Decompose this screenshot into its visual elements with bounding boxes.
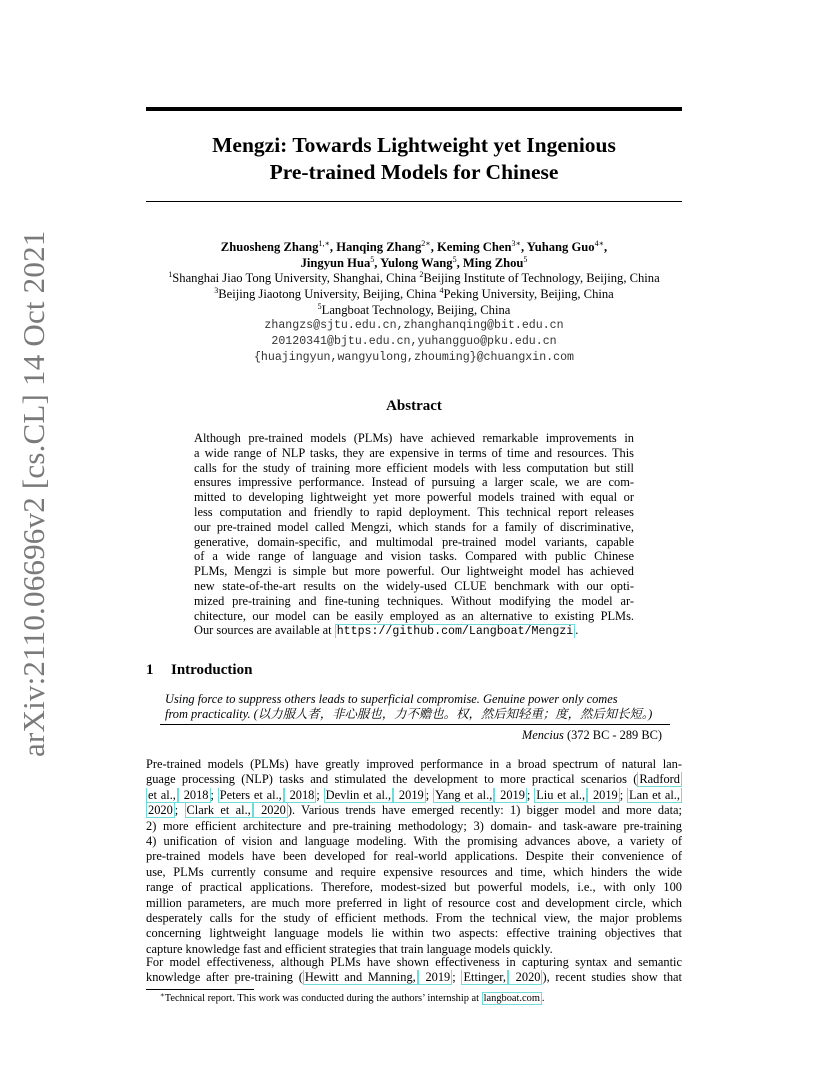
paragraph-line: 4) unification of vision and language modeling. With the promising advances above, a variety of bbox=[146, 833, 682, 848]
citation-link[interactable]: Yang et al., bbox=[434, 787, 493, 802]
title-top-rule bbox=[146, 107, 682, 111]
section-number: 1 bbox=[146, 662, 154, 678]
author-name: Hanqing Zhang bbox=[336, 240, 422, 254]
affiliation-line-2 bbox=[120, 286, 708, 302]
paragraph-line: capture knowledge fast and efficient strategies that train language models quickly. bbox=[146, 941, 553, 956]
separator: ; bbox=[316, 787, 324, 802]
paragraph-line bbox=[146, 803, 682, 818]
abstract-heading: Abstract bbox=[386, 398, 442, 414]
author-name: Zhuosheng Zhang bbox=[220, 240, 319, 254]
abstract-line: mized pre-training and fine-tuning techniques. Without modifying the model ar- bbox=[194, 593, 634, 608]
arxiv-identifier-stamp: arXiv:2110.06696v2 [cs.CL] 14 Oct 2021 bbox=[16, 230, 51, 757]
affiliation: Beijing Jiaotong University, Beijing, China bbox=[218, 287, 437, 301]
quote-line: from practicality. (以力服人者，非心服也，力不赡也。权，然后知轻重；度，然后知长短。) bbox=[165, 707, 653, 721]
quote-author: Mencius bbox=[521, 728, 564, 742]
abstract-body bbox=[194, 431, 634, 638]
paragraph-line: concerning lightweight language models lie within two aspects: effective training objectives that bbox=[146, 926, 682, 941]
citation-link[interactable]: Clark et al., bbox=[186, 803, 251, 818]
affiliation-mark: 1 bbox=[168, 270, 173, 279]
abstract-line: less computation and friendly to rapid deployment. This technical report releases bbox=[194, 504, 634, 519]
paragraph-text: ), recent studies show that bbox=[542, 970, 682, 985]
footnote bbox=[160, 992, 545, 1005]
footnote-text: Technical report. This work was conducted during the authors’ internship at bbox=[164, 993, 482, 1004]
affiliation-mark: 3 bbox=[214, 286, 219, 295]
affiliation: Peking University, Beijing, China bbox=[443, 287, 614, 301]
email-line: {huajingyun,wangyulong,zhouming}@chuangxin.com bbox=[253, 351, 575, 364]
abstract-line: our pre-trained model called Mengzi, which stands for a family of discriminative, bbox=[194, 519, 634, 534]
title-bottom-rule bbox=[146, 201, 682, 202]
paper-title bbox=[146, 132, 682, 186]
separator: ; bbox=[619, 787, 627, 802]
citation-link[interactable]: et al., bbox=[148, 787, 176, 802]
affiliation: Beijing Institute of Technology, Beijing, China bbox=[423, 271, 660, 285]
citation-link[interactable]: Ettinger, bbox=[463, 970, 506, 985]
abstract-line: ensures impressive performance. Instead of pursuing a larger scale, we are com- bbox=[194, 475, 634, 490]
author-affiliation-mark: 3∗ bbox=[511, 239, 521, 248]
footnote-divider bbox=[146, 989, 254, 990]
abstract-line: chitecture, our model can be easily employed as an alternative to existing PLMs. bbox=[194, 608, 634, 623]
footnote-mark: ∗ bbox=[160, 991, 165, 999]
citation-link[interactable]: Devlin et al., bbox=[325, 787, 392, 802]
quote-attribution bbox=[146, 728, 662, 743]
email-line: 20120341@bjtu.edu.cn,yuhangguo@pku.edu.cn bbox=[271, 335, 557, 348]
abstract-line: mitted to developing lightweight yet more powerful models trained with equal or bbox=[194, 490, 634, 505]
github-link[interactable]: https://github.com/Langboat/Mengzi bbox=[336, 625, 574, 639]
author-affiliation-mark: 5 bbox=[523, 255, 528, 264]
separator: ; bbox=[174, 803, 185, 818]
citation-year-link[interactable]: 2020 bbox=[509, 970, 541, 985]
author-affiliation-mark: 4∗ bbox=[594, 239, 605, 248]
citation-year-link[interactable]: 2019 bbox=[395, 787, 424, 802]
paragraph-line bbox=[146, 772, 682, 787]
author-line-2: Jingyun Hua$^5$, Yulong Wang$^5$, Ming Zhou$^5$ bbox=[300, 255, 528, 270]
abstract-line: of a wide range of language and vision tasks. Compared with public Chinese bbox=[194, 549, 634, 564]
abstract-line: generative, domain-specific, and multimodal pre-trained model variants, capable bbox=[194, 534, 634, 549]
abstract-text: Our sources are available at bbox=[194, 623, 335, 638]
citation-year-link[interactable]: 2019 bbox=[419, 970, 451, 985]
paragraph-text: ). Various trends have emerged recently: 1) bigger model and more data; bbox=[287, 803, 682, 818]
citation-year-link[interactable]: 2020 bbox=[148, 803, 173, 818]
intro-paragraph-1 bbox=[146, 757, 682, 957]
citation-year-link[interactable]: 2019 bbox=[496, 787, 525, 802]
separator: ; bbox=[425, 787, 433, 802]
title-line-2: Pre-trained Models for Chinese bbox=[269, 160, 559, 184]
intro-paragraph-2 bbox=[146, 955, 682, 986]
author-name: Jingyun Hua bbox=[300, 256, 371, 270]
author-affiliation-mark: 5 bbox=[370, 255, 375, 264]
langboat-link[interactable]: langboat.com bbox=[483, 993, 540, 1004]
footnote-end: . bbox=[541, 993, 545, 1004]
separator: ; bbox=[452, 970, 462, 985]
abstract-line: new state-of-the-art results on the widely-used CLUE benchmark with our opti- bbox=[194, 578, 634, 593]
abstract-line: a wide range of NLP tasks, they are expensive in terms of time and resources. This bbox=[194, 445, 634, 460]
abstract-line: Although pre-trained models (PLMs) have achieved remarkable improvements in bbox=[194, 431, 634, 445]
citation-year-link[interactable]: 2018 bbox=[285, 787, 315, 802]
citation-link[interactable]: Liu et al., bbox=[536, 787, 586, 802]
author-name: Keming Chen bbox=[436, 240, 512, 254]
author-affiliation-mark: 1,∗ bbox=[318, 239, 330, 248]
separator: ; bbox=[526, 787, 535, 802]
separator: ; bbox=[210, 787, 218, 802]
paragraph-line: use, PLMs currently consume and require expensive resources and time, which hinders the wide bbox=[146, 864, 682, 879]
paragraph-line: 2) more efficient architecture and pre-training methodology; 3) domain- and task-aware pre-training bbox=[146, 818, 682, 833]
citation-link[interactable]: Lan et al., bbox=[629, 787, 680, 802]
quote-line: Using force to suppress others leads to superficial compromise. Genuine power only comes bbox=[165, 692, 618, 706]
citation-year-link[interactable]: 2019 bbox=[589, 787, 618, 802]
author-name: Yuhang Guo bbox=[526, 240, 595, 254]
affiliation-mark: 4 bbox=[439, 286, 444, 295]
affiliation: Langboat Technology, Beijing, China bbox=[321, 303, 511, 317]
quote-divider bbox=[160, 724, 670, 725]
citation-year-link[interactable]: 2020 bbox=[254, 803, 286, 818]
paragraph-line bbox=[146, 788, 682, 803]
abstract-text: . bbox=[575, 623, 579, 638]
citation-link[interactable]: Hewitt and Manning, bbox=[304, 970, 416, 985]
citation-link[interactable]: Peters et al., bbox=[219, 787, 282, 802]
quote-years: (372 BC - 289 BC) bbox=[563, 728, 662, 742]
author-name: Ming Zhou bbox=[462, 256, 524, 270]
paragraph-line: million parameters, are much more preferred in light of resource cost and development circle, which bbox=[146, 895, 682, 910]
citation-link[interactable]: Radford bbox=[639, 772, 680, 787]
section-heading bbox=[146, 662, 252, 679]
email-line: zhangzs@sjtu.edu.cn,zhanghanqing@bit.edu.cn bbox=[264, 319, 564, 332]
affiliation: Shanghai Jiao Tong University, Shanghai, China bbox=[172, 271, 417, 285]
affiliation-mark: 2 bbox=[419, 270, 424, 279]
title-line-1: Mengzi: Towards Lightweight yet Ingenious bbox=[212, 133, 616, 157]
affiliation-line-3 bbox=[120, 302, 708, 318]
section-title: Introduction bbox=[171, 662, 253, 678]
affiliation-line-1 bbox=[120, 270, 708, 286]
affiliation-mark: 5 bbox=[317, 302, 322, 311]
paragraph-line: range of practical applications. Therefore, modest-sized but powerful models, i.e., with only 100 bbox=[146, 880, 682, 895]
paragraph-line: desperately calls for the study of efficient methods. From the technical view, the major problems bbox=[146, 910, 682, 925]
citation-year-link[interactable]: 2018 bbox=[179, 787, 209, 802]
paragraph-text: guage processing (NLP) tasks and stimulated the development to more practical scenarios ( bbox=[146, 772, 638, 787]
paragraph-line: pre-trained models have been developed for real-world applications. Despite their convenience of bbox=[146, 849, 682, 864]
paragraph-line: Pre-trained models (PLMs) have greatly improved performance in a broad spectrum of natural lan- bbox=[146, 757, 682, 771]
abstract-line: PLMs, Mengzi is simple but more powerful. Our lightweight model has achieved bbox=[194, 564, 634, 579]
author-affiliation-mark: 2∗ bbox=[421, 239, 431, 248]
abstract-line bbox=[194, 623, 634, 638]
author-affiliation-mark: 5 bbox=[452, 255, 457, 264]
author-name: Yulong Wang bbox=[380, 256, 453, 270]
paragraph-text: knowledge after pre-training ( bbox=[146, 970, 303, 985]
abstract-line: calls for the study of training more efficient models with less computation but still bbox=[194, 460, 634, 475]
author-line-1: Zhuosheng Zhang$^{1,∗}$, Hanqing Zhang$^{2∗}$, Keming Chen$^{3∗}$, Yuhang Guo$^{4∗}$, bbox=[220, 239, 608, 254]
paragraph-line bbox=[146, 970, 682, 985]
paragraph-line: For model effectiveness, although PLMs have shown effectiveness in capturing syntax and semantic bbox=[146, 955, 682, 969]
epigraph-quote bbox=[165, 692, 665, 722]
